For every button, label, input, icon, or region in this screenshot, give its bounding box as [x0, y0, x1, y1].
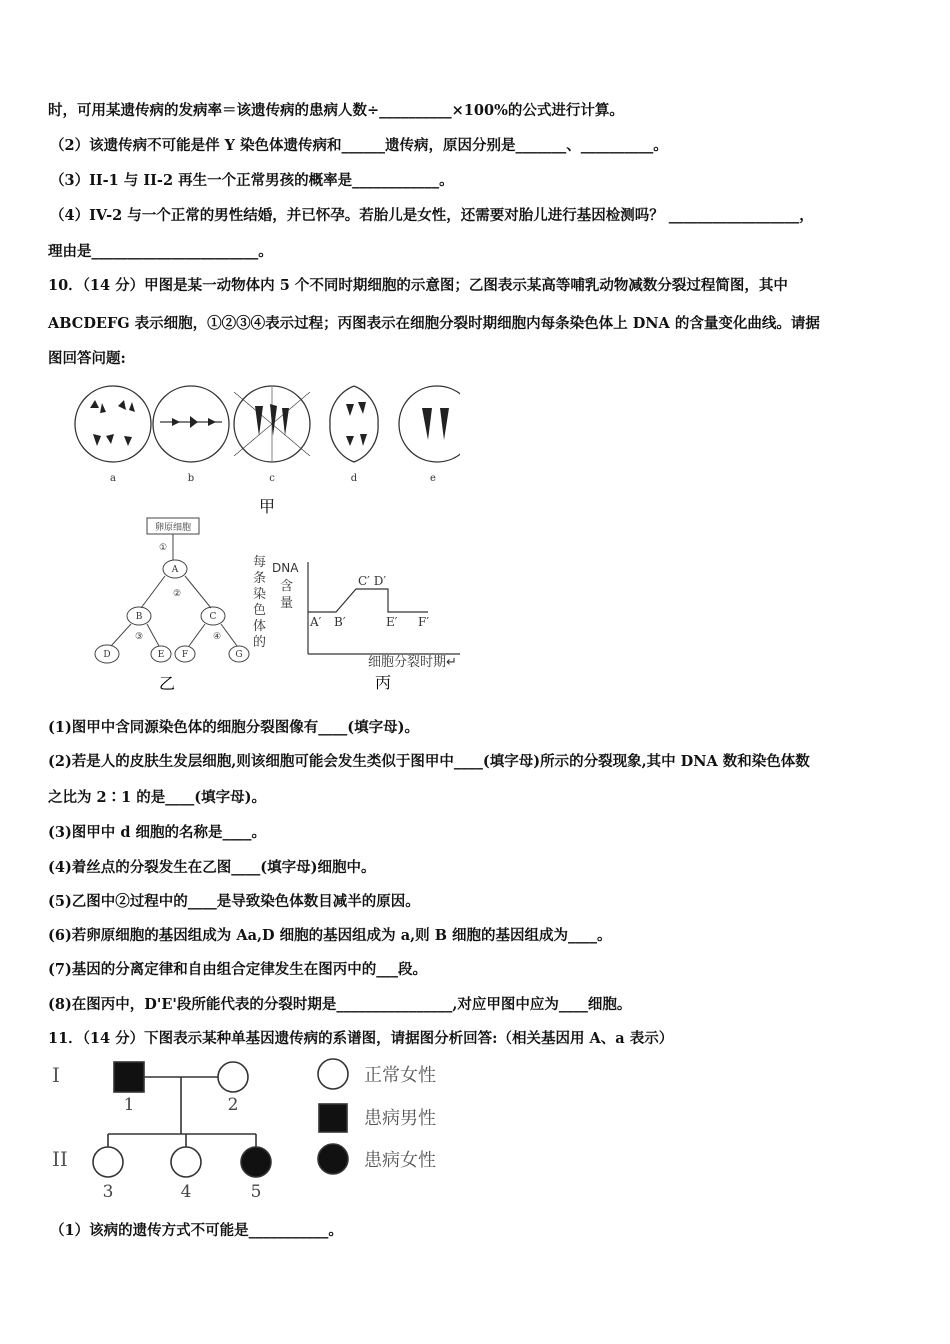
legend-affected-female-icon: [318, 1144, 348, 1174]
pedigree-chart: [40, 1052, 480, 1212]
legend-affected-male-icon: [319, 1104, 347, 1132]
label-c: c: [269, 473, 275, 484]
individual-2: 2: [227, 1095, 239, 1115]
ylabel-char-4: 色: [253, 603, 267, 618]
node-d: D: [103, 650, 111, 660]
process-4: ④: [212, 632, 222, 642]
subquestion-5: (5)乙图中②过程中的____是导致染色体数目减半的原因。: [48, 893, 420, 910]
node-g: G: [235, 650, 243, 660]
question-10-line-2: ABCDEFG 表示细胞，①②③④表示过程；丙图表示在细胞分裂时期细胞内每条染色体上 DNA 的含量变化曲线。请据: [48, 315, 820, 332]
cell-a: [75, 386, 151, 462]
figure-bing: [250, 552, 470, 697]
process-3: ③: [134, 632, 144, 642]
figure-bing-title: 丙: [374, 673, 392, 692]
label-a: a: [110, 473, 116, 484]
text-line-2: （2）该遗传病不可能是伴 Y 染色体遗传病和______遗传病，原因分别是_______、__________。: [50, 137, 668, 154]
text-line-5: 理由是_______________________。: [48, 243, 273, 260]
xlabel: 细胞分裂时期↵: [368, 655, 457, 670]
ylabel-liang: 量: [280, 596, 294, 611]
legend-affected-male: 患病男性: [364, 1108, 436, 1129]
individual-1: 1: [123, 1095, 135, 1115]
ylabel-char-6: 的: [253, 635, 267, 650]
subquestion-2-line-1: (2)若是人的皮肤生发层细胞,则该细胞可能会发生类似于图甲中____(填字母)所示的分裂现象,其中 DNA 数和染色体数: [48, 753, 810, 770]
process-1: ①: [158, 543, 168, 553]
subquestion-6: (6)若卵原细胞的基因组成为 Aa,D 细胞的基因组成为 a,则 B 细胞的基因组成为____。: [48, 927, 612, 944]
text-line-1: 时，可用某遗传病的发病率＝该遗传病的患病人数÷__________×100%的公式进行计算。: [48, 102, 624, 119]
node-e: E: [157, 650, 165, 660]
node-f: F: [181, 650, 189, 660]
legend-normal-female-icon: [318, 1059, 348, 1089]
label-b: b: [187, 473, 195, 484]
ylabel-char-1: 每: [253, 555, 267, 570]
ylabel-dna: DNA: [272, 561, 299, 575]
node-c: C: [209, 612, 217, 622]
figure-yi: [85, 514, 265, 694]
ylabel-han: 含: [280, 579, 294, 594]
generation-ii: II: [52, 1147, 68, 1171]
ylabel-char-2: 条: [253, 571, 267, 586]
subquestion-8: (8)在图丙中，D'E'段所能代表的分裂时期是________________,对应甲图中应为____细胞。: [48, 996, 632, 1013]
subquestion-4: (4)着丝点的分裂发生在乙图____(填字母)细胞中。: [48, 859, 376, 876]
subquestion-1: (1)图甲中含同源染色体的细胞分裂图像有____(填字母)。: [48, 719, 420, 736]
ylabel-char-5: 体: [253, 619, 267, 634]
chromosome-icon: [90, 400, 135, 413]
point-cd: C′ D′: [358, 574, 387, 588]
subquestion-7: (7)基因的分离定律和自由组合定律发生在图丙中的___段。: [48, 961, 428, 978]
point-e: E′: [386, 615, 398, 629]
question-10-line-3: 图回答问题:: [48, 350, 126, 367]
cell-d: [330, 386, 378, 462]
root-cell-label: 卵原细胞: [154, 523, 192, 533]
question-11: 11．（14 分）下图表示某种单基因遗传病的系谱图，请据图分析回答:（相关基因用 A、a 表示）: [48, 1030, 674, 1047]
affected-female-5: [241, 1147, 271, 1177]
normal-female-4: [171, 1147, 201, 1177]
dna-curve: [308, 589, 428, 612]
normal-female-2: [218, 1062, 248, 1092]
individual-4: 4: [180, 1182, 192, 1202]
subquestion-3: (3)图甲中 d 细胞的名称是____。: [48, 824, 267, 841]
normal-female-3: [93, 1147, 123, 1177]
node-a: A: [171, 565, 179, 575]
figure-yi-title: 乙: [158, 674, 176, 693]
label-d: d: [350, 473, 358, 484]
figure-jia-title: 甲: [258, 497, 276, 516]
legend-normal-female: 正常女性: [364, 1065, 436, 1086]
affected-male-1: [114, 1062, 144, 1092]
question-10-line-1: 10．（14 分）甲图是某一动物体内 5 个不同时期细胞的示意图；乙图表示某高等哺乳动物减数分裂过程简图，其中: [48, 277, 788, 294]
figure-jia: [60, 378, 460, 518]
legend-affected-female: 患病女性: [364, 1150, 436, 1171]
point-b: B′: [334, 615, 346, 629]
generation-i: I: [52, 1063, 60, 1087]
process-2: ②: [172, 589, 182, 599]
point-a: A′: [310, 615, 322, 629]
individual-5: 5: [250, 1182, 262, 1202]
text-line-4: （4）IV-2 与一个正常的男性结婚，并已怀孕。若胎儿是女性，还需要对胎儿进行基因检测吗？ __________________，: [50, 207, 814, 224]
ylabel-char-3: 染: [253, 587, 267, 602]
label-e: e: [430, 473, 436, 484]
text-line-3: （3）II-1 与 II-2 再生一个正常男孩的概率是____________。: [50, 172, 454, 189]
individual-3: 3: [102, 1182, 114, 1202]
node-b: B: [135, 612, 143, 622]
subquestion-2-line-2: 之比为 2∶1 的是____(填字母)。: [48, 789, 266, 806]
question-11-sub-1: （1）该病的遗传方式不可能是___________。: [50, 1222, 343, 1239]
point-f: F′: [418, 615, 430, 629]
